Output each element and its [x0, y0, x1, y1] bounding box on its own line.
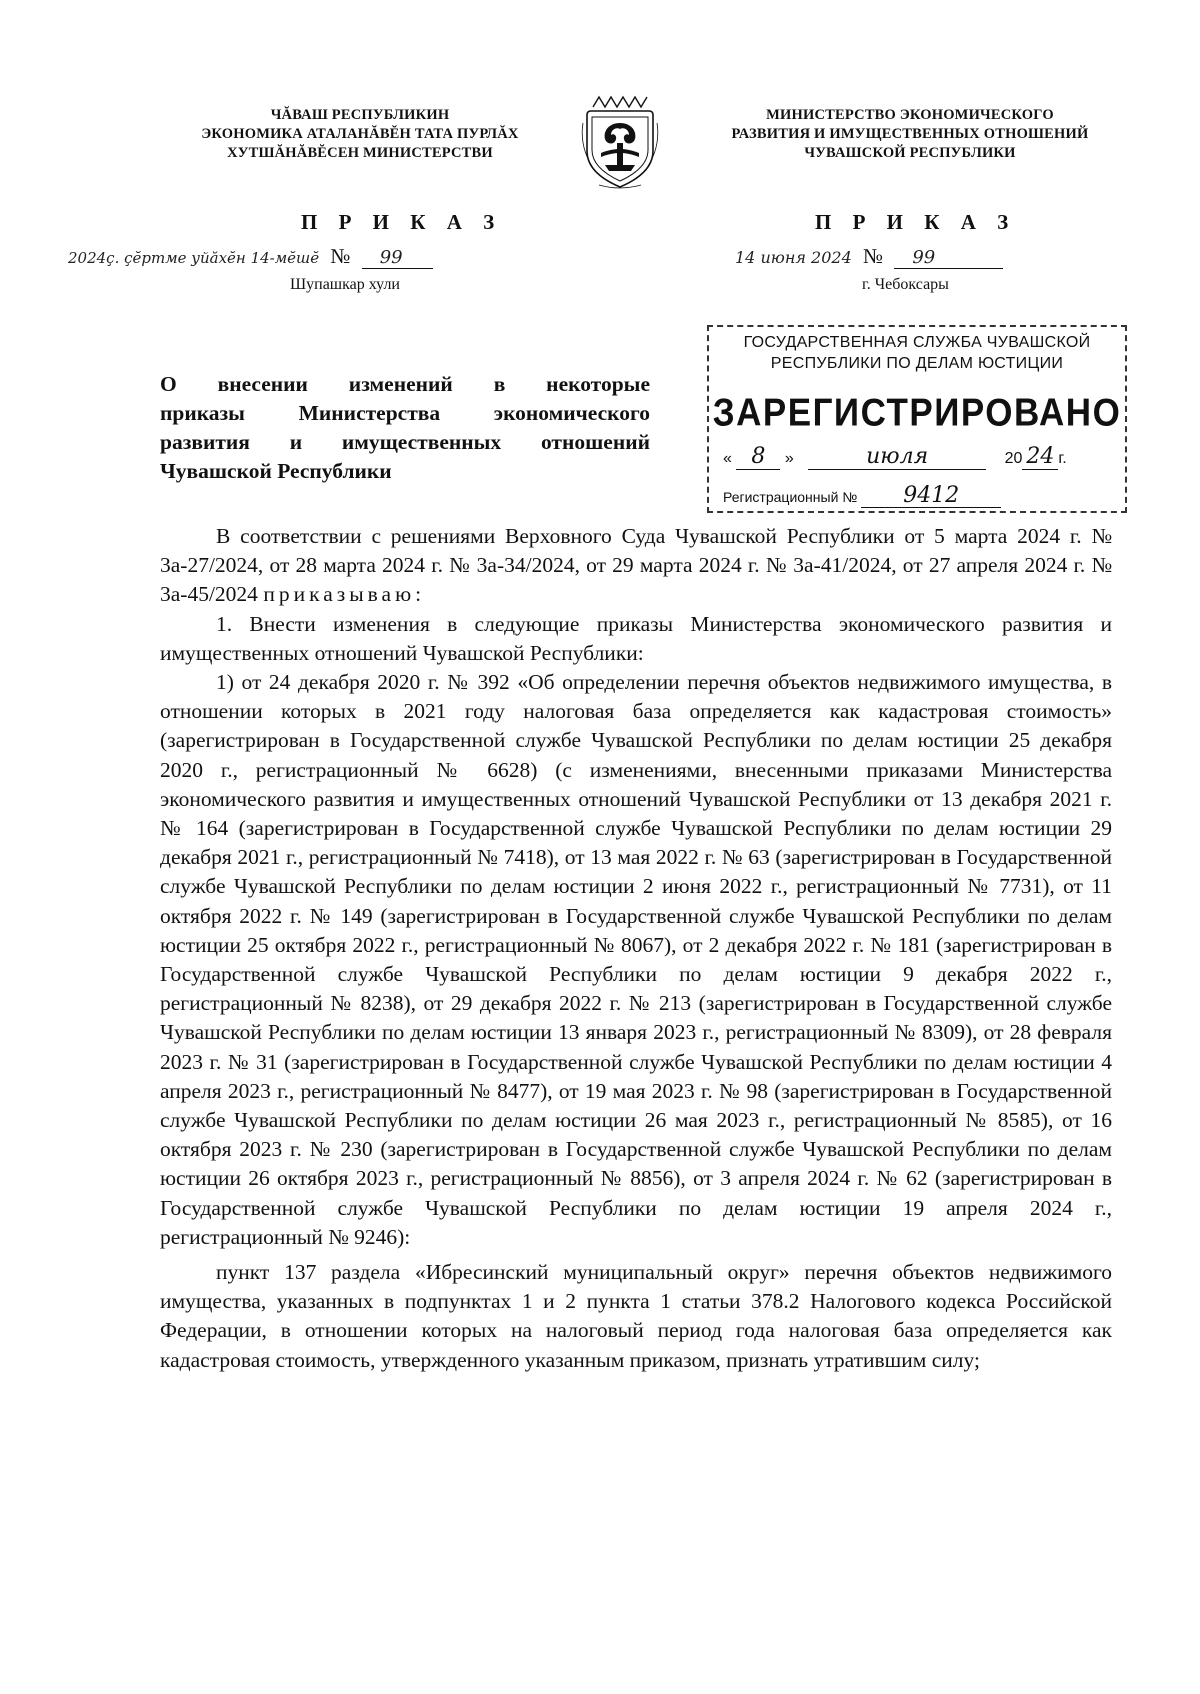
order-date-handwritten: 2024ç. çĕртме уйăхĕн 14-мĕшĕ — [68, 249, 320, 267]
header-russian-line: ЧУВАШСКОЙ РЕСПУБЛИКИ — [804, 145, 1016, 161]
header-chuvash-line: ЭКОНОМИКА АТАЛАНĂВĔН ТАТА ПУРЛĂХ — [201, 126, 519, 142]
order-number-handwritten: 99 — [894, 247, 1003, 269]
document-title — [160, 370, 650, 486]
stamp-regno-handwritten: 9412 — [861, 485, 1001, 508]
order-number-handwritten: 99 — [362, 247, 433, 269]
preamble-order-word: приказываю: — [263, 582, 426, 607]
stamp-org-line: ГОСУДАРСТВЕННАЯ СЛУЖБА ЧУВАШСКОЙ — [743, 334, 1091, 351]
header-russian-line: МИНИСТЕРСТВО ЭКОНОМИЧЕСКОГО — [766, 107, 1054, 123]
stamp-date — [723, 445, 1119, 470]
header-chuvash-line: ЧĂВАШ РЕСПУБЛИКИН — [270, 107, 450, 123]
body-paragraph: пункт 137 раздела «Ибресинский муниципальный округ» перечня объектов недвижимого имущества, указанных в подпунктах 1 и 2 пункта 1 статьи 378.2 Налогового кодекса Российской Федерации, в отношении которых на налоговый период года налоговая база определяется как кадастровая стоимость, утвержденного указанным приказом, признать утратившим силу; — [160, 1260, 1112, 1372]
document-body — [160, 522, 1112, 1375]
document-title-line: Чувашской Республики — [160, 459, 392, 483]
stamp-organization — [709, 332, 1125, 374]
stamp-year-prefix: 20 — [1004, 450, 1023, 467]
coat-of-arms-emblem — [579, 93, 661, 193]
stamp-month-handwritten: июля — [808, 445, 986, 470]
header-russian-line: РАЗВИТИЯ И ИМУЩЕСТВЕННЫХ ОТНОШЕНИЙ — [731, 126, 1089, 142]
body-paragraph-preamble — [160, 522, 1112, 610]
body-paragraph: 1) от 24 декабря 2020 г. № 392 «Об определении перечня объектов недвижимого имущества, в отношении которых в 2021 году налоговая база определяется как кадастровая стоимость» (зарегистрирован в Государственной службе Чувашской Республики по делам юстиции 25 декабря 2020 г., регистрационный № 6628) (с изменениями, внесенными приказами Министерства экономического развития и имущественных отношений Чувашской Республики от 13 декабря 2021 г. № 164 (зарегистрирован в Государственной службе Чувашской Республики по делам юстиции 29 декабря 2021 г., регистрационный № 7418), от 13 мая 2022 г. № 63 (зарегистрирован в Государственной службе Чувашской Республики по делам юстиции 2 июня 2022 г., регистрационный № 7731), от 11 октября 2022 г. № 149 (зарегистрирован в Государственной службе Чувашской Республики по делам юстиции 25 октября 2022 г., регистрационный № 8067), от 2 декабря 2022 г. № 181 (зарегистрирован в Государственной службе Чувашской Республики по делам юстиции 9 декабря 2022 г., регистрационный № 8238), от 29 декабря 2022 г. № 213 (зарегистрирован в Государственной службе Чувашской Республики по делам юстиции 13 января 2023 г., регистрационный № 8309), от 28 февраля 2023 г. № 31 (зарегистрирован в Государственной службе Чувашской Республики по делам юстиции 4 апреля 2023 г., регистрационный № 8477), от 19 мая 2023 г. № 98 (зарегистрирован в Государственной службе Чувашской Республики по делам юстиции 26 мая 2023 г., регистрационный № 8585), от 16 октября 2023 г. № 230 (зарегистрирован в Государственной службе Чувашской Республики по делам юстиции 26 октября 2023 г., регистрационный № 8856), от 3 апреля 2024 г. № 62 (зарегистрирован в Государственной службе Чувашской Республики по делам юстиции 19 апреля 2024 г., регистрационный № 9246): — [160, 670, 1112, 1249]
stamp-year-handwritten: 24 — [1022, 445, 1058, 470]
stamp-quote-open: « — [723, 450, 732, 467]
order-title-chuvash: П Р И К А З — [301, 210, 503, 234]
city-russian: г. Чебоксары — [862, 276, 949, 293]
stamp-year-suffix: г. — [1058, 450, 1067, 467]
stamp-quote-close: » — [784, 450, 794, 467]
stamp-day-handwritten: 8 — [736, 445, 780, 470]
number-sign: № — [330, 244, 351, 268]
stamp-regno-label: Регистрационный № — [723, 489, 858, 505]
order-date-number-chuvash — [68, 244, 433, 270]
stamp-org-line: РЕСПУБЛИКИ ПО ДЕЛАМ ЮСТИЦИИ — [770, 355, 1064, 372]
number-sign: № — [863, 244, 884, 268]
document-title-line: развития и имущественных отношений — [160, 430, 650, 454]
order-title-russian: П Р И К А З — [815, 210, 1017, 234]
stamp-status: ЗАРЕГИСТРИРОВАНО — [712, 390, 1122, 435]
body-paragraph: 1. Внести изменения в следующие приказы Министерства экономического развития и имущественных отношений Чувашской Республики: — [160, 611, 1112, 665]
order-date-number-russian — [735, 244, 1003, 270]
header-chuvash — [160, 106, 560, 163]
document-title-line: приказы Министерства экономического — [160, 401, 650, 425]
city-chuvash: Шупашкар хули — [290, 276, 400, 293]
stamp-registration-number — [723, 485, 1119, 508]
registration-stamp — [707, 325, 1127, 513]
order-date-handwritten: 14 июня 2024 — [735, 248, 852, 267]
preamble-text: В соответствии с решениями Верховного Суда Чувашской Республики от 5 марта 2024 г. № 3а-27/2024, от 28 марта 2024 г. № 3а-34/2024, от 29 марта 2024 г. № 3а-41/2024, от 27 апреля 2024 г. № 3а-45/2024 — [160, 524, 1112, 607]
document-title-line: О внесении изменений в некоторые — [160, 372, 650, 396]
header-chuvash-line: ХУТШĂНĂВĔСЕН МИНИСТЕРСТВИ — [227, 145, 493, 161]
header-russian — [705, 106, 1115, 163]
